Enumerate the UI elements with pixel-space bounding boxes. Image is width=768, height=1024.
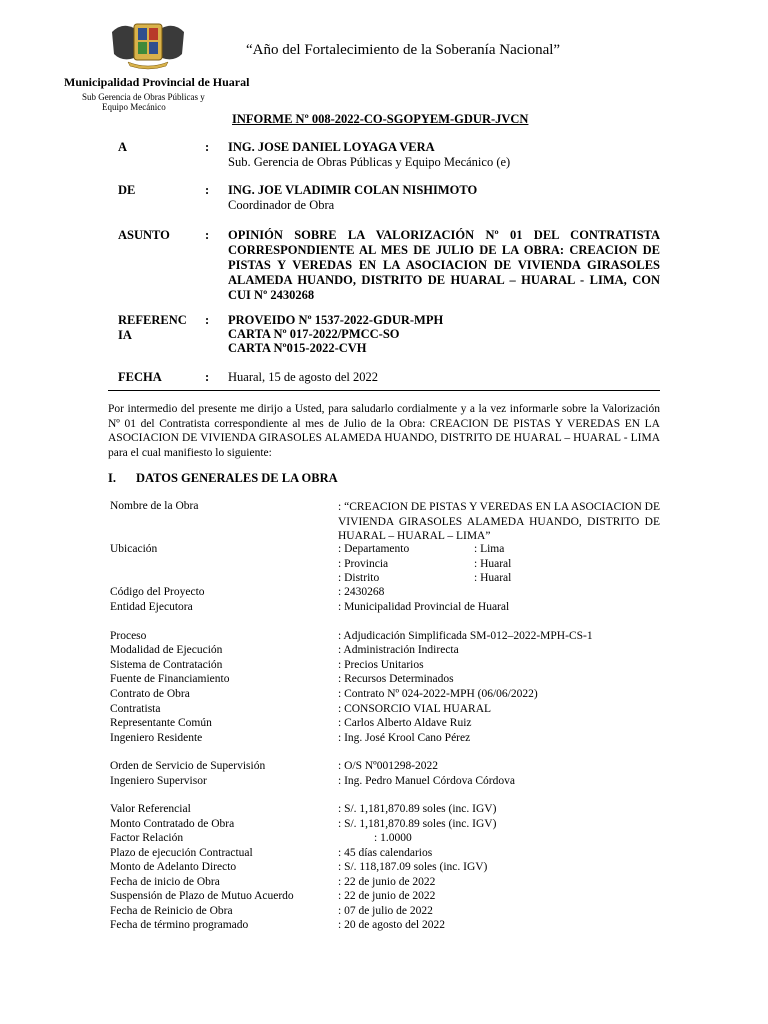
field-label: Modalidad de Ejecución [110,644,223,656]
location-key: : Departamento [338,543,410,555]
intro-paragraph: Por intermedio del presente me dirijo a Usted, para saludarlo cordialmente y a la vez informarle sobre la Valorización Nº 01 del Contratista correspondiente al mes de Julio de la Obra: CREACION DE PISTAS Y VEREDAS EN LA ASOCIACION DE VIVIENDA GIRASOLES ALAMEDA HUANDO, DISTRITO DE HUARAL – HUARAL - LIMA para el cual manifiesto lo siguiente: [108,403,660,459]
location-value: : Huaral [474,558,512,570]
memo-de-label: DE [118,183,136,197]
field-value: : 22 de junio de 2022 [338,876,436,888]
field-label: Código del Proyecto [110,586,205,598]
memo-a-label: A [118,140,128,154]
memo-asunto-label: ASUNTO [118,228,170,242]
memo-referencia-colon: : [205,313,210,327]
subgerencia-line-1: Sub Gerencia de Obras Públicas y [82,92,205,102]
field-label: Suspensión de Plazo de Mutuo Acuerdo [110,890,294,902]
memo-fecha-colon: : [205,370,210,384]
memo-fecha-value: Huaral, 15 de agosto del 2022 [228,370,378,384]
field-value: : S/. 1,181,870.89 soles (inc. IGV) [338,818,497,830]
field-label: Valor Referencial [110,803,191,815]
field-value: : Carlos Alberto Aldave Ruiz [338,717,472,729]
field-value: : 22 de junio de 2022 [338,890,436,902]
municipality-crest-icon [108,18,188,70]
location-value: : Huaral [474,572,512,584]
field-value: : Recursos Determinados [338,673,454,685]
field-label: Monto de Adelanto Directo [110,861,237,873]
field-label: Fecha de término programado [110,919,249,931]
memo-referencia-item: PROVEIDO Nº 1537-2022-GDUR-MPH [228,313,444,327]
field-value: : Adjudicación Simplificada SM-012–2022-MPH-CS-1 [338,630,593,642]
memo-a-colon: : [205,140,210,154]
municipality-name: Municipalidad Provincial de Huaral [64,75,250,89]
location-value: : Lima [474,543,505,555]
field-value: : S/. 1,181,870.89 soles (inc. IGV) [338,803,497,815]
memo-asunto-text: OPINIÓN SOBRE LA VALORIZACIÓN Nº 01 DEL CONTRATISTA CORRESPONDIENTE AL MES DE JULIO DE LA OBRA: CREACION DE PISTAS Y VEREDAS EN LA ASOCIACION DE VIVIENDA GIRASOLES ALAMEDA HUANDO, DISTRITO DE HUARAL – HUARAL - LIMA, CON CUI Nº 2430268 [228,228,660,302]
field-value: : 20 de agosto del 2022 [338,919,445,931]
header-divider [108,390,660,391]
location-key: : Provincia [338,558,389,570]
location-key: : Distrito [338,572,380,584]
field-label: Representante Común [110,717,212,729]
field-label: Ubicación [110,543,158,555]
field-value: : S/. 118,187.09 soles (inc. IGV) [338,861,488,873]
field-label: Contrato de Obra [110,688,190,700]
field-value: : O/S Nº001298-2022 [338,760,439,772]
field-value: : Precios Unitarios [338,659,424,671]
memo-referencia-label-1: REFERENC [118,313,187,327]
memo-de-name: ING. JOE VLADIMIR COLAN NISHIMOTO [228,183,478,197]
field-label: Contratista [110,703,161,715]
field-label: Monto Contratado de Obra [110,818,235,830]
field-label: Orden de Servicio de Supervisión [110,760,266,772]
field-value: : Ing. José Krool Cano Pérez [338,732,471,744]
field-value: : 45 días calendarios [338,847,433,859]
field-label: Factor Relación [110,832,184,844]
section-title: DATOS GENERALES DE LA OBRA [136,471,338,485]
field-label: Fecha de inicio de Obra [110,876,220,888]
field-value: : 2430268 [338,586,385,598]
field-value: : 07 de julio de 2022 [338,905,433,917]
field-label: Ingeniero Residente [110,732,203,744]
section-number: I. [108,471,116,485]
memo-a-role: Sub. Gerencia de Obras Públicas y Equipo Mecánico (e) [228,155,511,169]
memo-a-name: ING. JOSE DANIEL LOYAGA VERA [228,140,435,154]
subgerencia-line-2: Equipo Mecánico [102,102,166,112]
memo-referencia-label-2: IA [118,328,132,342]
memo-referencia-item: CARTA Nº 017-2022/PMCC-SO [228,327,400,341]
field-label: Entidad Ejecutora [110,601,193,613]
year-motto: “Año del Fortalecimiento de la Soberanía Nacional” [246,42,561,58]
memo-fecha-label: FECHA [118,370,162,384]
field-value: : Administración Indirecta [338,644,459,656]
field-label: Fecha de Reinicio de Obra [110,905,233,917]
informe-number: INFORME Nº 008-2022-CO-SGOPYEM-GDUR-JVCN [232,112,529,126]
memo-asunto-colon: : [205,228,210,242]
field-value: : 1.0000 [374,832,412,844]
field-value: : “CREACION DE PISTAS Y VEREDAS EN LA ASOCIACION DE VIVIENDA GIRASOLES ALAMEDA HUANDO, DISTRITO DE HUARAL – HUARAL – LIMA” [338,501,660,542]
field-label: Ingeniero Supervisor [110,775,207,787]
field-label: Sistema de Contratación [110,659,223,671]
field-label: Fuente de Financiamiento [110,673,230,685]
memo-de-role: Coordinador de Obra [228,198,335,212]
field-value: : Contrato Nº 024-2022-MPH (06/06/2022) [338,688,538,700]
field-value: : CONSORCIO VIAL HUARAL [338,703,492,715]
field-value: : Municipalidad Provincial de Huaral [338,601,510,613]
memo-referencia-item: CARTA Nº015-2022-CVH [228,341,367,355]
field-value: : Ing. Pedro Manuel Córdova Córdova [338,775,515,787]
field-label: Plazo de ejecución Contractual [110,847,253,859]
memo-de-colon: : [205,183,210,197]
field-label: Nombre de la Obra [110,500,199,512]
field-label: Proceso [110,630,147,642]
